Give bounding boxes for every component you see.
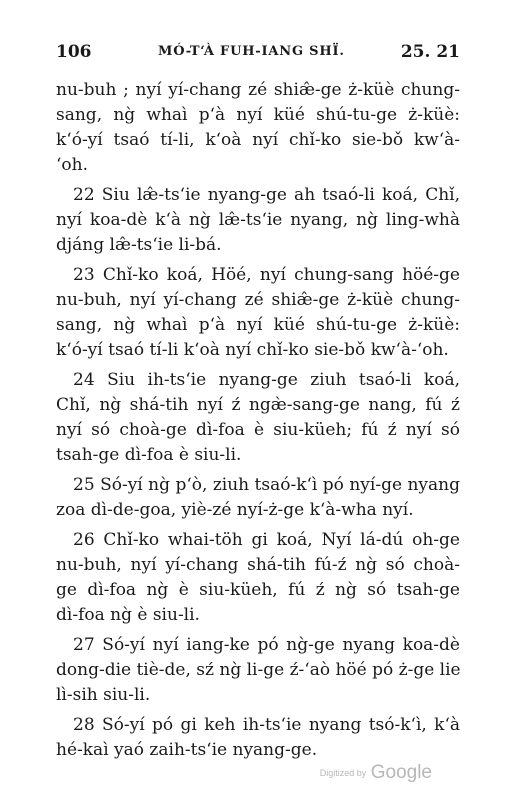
text-line: 27 Só-yí nyí iang-ke pó ng̀-ge nyang koa-dè: [73, 635, 460, 655]
body-text: [56, 78, 460, 763]
text-line: sang, ng̀ whaì p‘à nyí küé shú-tu-ge ż-küè:: [56, 105, 460, 125]
text-line: k‘ó-yí tsaó tí-li, k‘oà nyí chǐ-ko sie-bǒ kw‘à-: [56, 130, 460, 150]
verse-25: [56, 473, 460, 523]
text-line: dong-die tiè-de, sź ng̀ li-ge ź-‘aò höé pó ż-ge lie: [56, 660, 461, 680]
text-line: 23 Chǐ-ko koá, Höé, nyí chung-sang höé-ge: [73, 265, 460, 285]
digitization-watermark: [320, 762, 432, 784]
verse-28: [56, 713, 460, 763]
verse-24: [56, 368, 460, 468]
running-title: MÓ-T‘À FUH-IANG SHÏ.: [158, 44, 345, 59]
page-number: 106: [56, 42, 92, 62]
text-line: nu-buh, nyí yí-chang shá-tih fú-ź ng̀ só choà-: [56, 555, 460, 575]
text-line: nu-buh ; nyí yí-chang zé shiæ̂-ge ż-küè chung-: [56, 80, 460, 100]
text-line: 25 Só-yí ng̀ p‘ò, ziuh tsaó-k‘ì pó nyí-ge nyang: [73, 475, 460, 495]
text-line: ‘oh.: [56, 155, 88, 175]
verse-21-continued: [56, 78, 460, 178]
text-line: k‘ó-yí tsaó tí-li k‘oà nyí chǐ-ko sie-bǒ kw‘à-‘oh.: [56, 340, 449, 360]
chapter-verse-ref: 25. 21: [400, 42, 460, 62]
watermark-prefix: Digitized by: [319, 768, 367, 778]
page-header: [56, 40, 460, 64]
google-logo: Google: [370, 762, 432, 783]
text-line: tsah-ge dì-foa è siu-li.: [56, 445, 242, 465]
text-line: djáng læ̂-ts‘ie li-bá.: [56, 235, 222, 255]
text-line: sang, ng̀ whaì p‘à nyí küé shú-tu-ge ż-küè:: [56, 315, 460, 335]
text-line: 28 Só-yí pó gi keh ih-ts‘ie nyang tsó-k‘ì, k‘à: [73, 715, 460, 735]
text-line: ge dì-foa ng̀ è siu-küeh, fú ź ng̀ só tsah-ge: [56, 580, 460, 600]
text-line: dì-foa ng̀ è siu-li.: [56, 605, 200, 625]
verse-22: [56, 183, 460, 258]
text-line: nyí koa-dè k‘à ng̀ læ̂-ts‘ie nyang, ng̀ ling-whà: [56, 210, 460, 230]
verse-26: [56, 528, 460, 628]
text-line: hé-kaì yaó zaih-ts‘ie nyang-ge.: [56, 740, 318, 760]
verse-23: [56, 263, 460, 363]
text-line: 24 Siu ih-ts‘ie nyang-ge ziuh tsaó-li koá,: [73, 370, 460, 390]
text-line: zoa dì-de-goa, yiè-zé nyí-ż-ge k‘à-wha nyí.: [56, 500, 414, 520]
text-line: nu-buh, nyí yí-chang zé shiæ̂-ge ż-küè chung-: [56, 290, 460, 310]
text-line: lì-sih siu-li.: [56, 685, 151, 705]
text-line: nyí só choà-ge dì-foa è siu-küeh; fú ź nyí só: [56, 420, 460, 440]
verse-27: [56, 633, 460, 708]
text-line: 26 Chǐ-ko whai-töh gi koá, Nyí lá-dú oh-ge: [73, 530, 460, 550]
text-line: Chǐ, ng̀ shá-tih nyí ź ngæ̀-sang-ge nang, fú ź: [56, 395, 460, 415]
text-line: 22 Siu læ̂-ts‘ie nyang-ge ah tsaó-li koá, Chǐ,: [73, 185, 460, 205]
